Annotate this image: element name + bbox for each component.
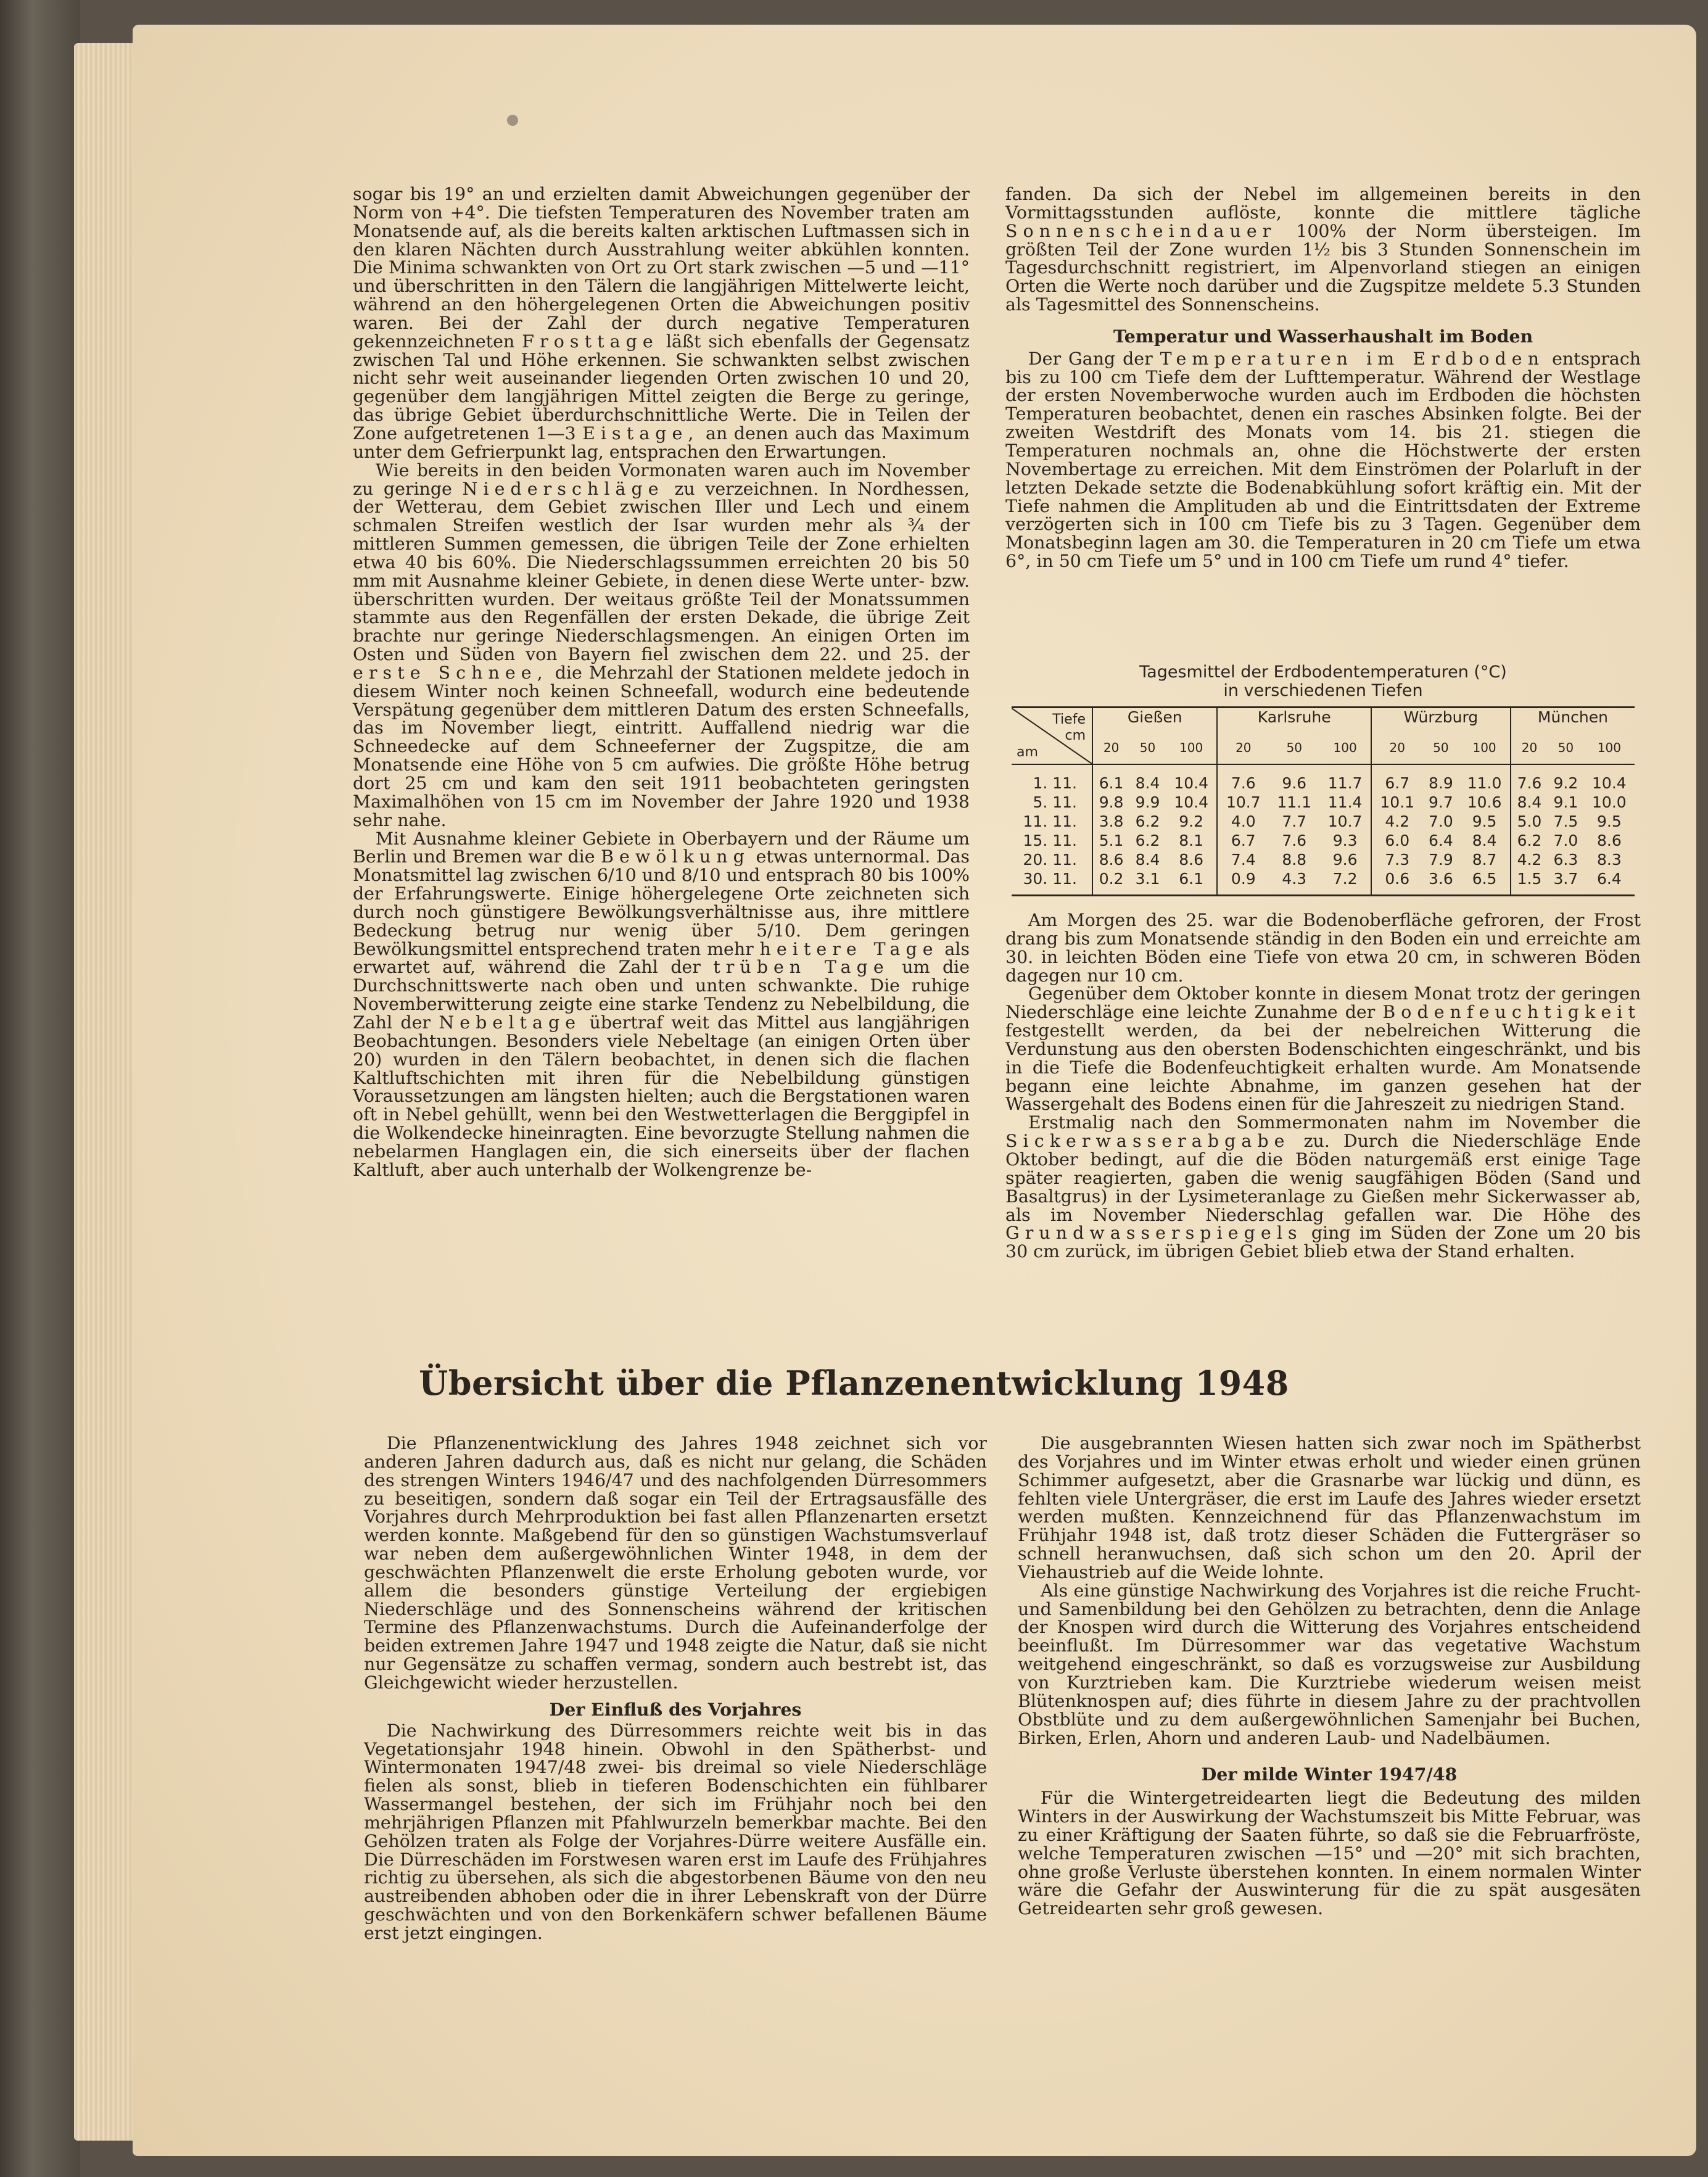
table-cell: 8.9 bbox=[1429, 774, 1453, 792]
depth-header: 20 bbox=[1092, 740, 1129, 764]
table-cell: 10.4 bbox=[1174, 793, 1208, 811]
table-cell: 7.5 bbox=[1553, 812, 1578, 830]
table-cell: 7.7 bbox=[1282, 812, 1307, 830]
table-cell: 9.1 bbox=[1553, 793, 1578, 811]
book-binding bbox=[0, 0, 80, 2177]
table-cell: 8.6 bbox=[1596, 832, 1622, 849]
depth-header: 100 bbox=[1584, 740, 1635, 764]
page-edges bbox=[74, 43, 142, 2141]
paragraph-soil-temperature: Der Gang der Temperaturen im Erdboden entsprach bis zu 100 cm Tiefe dem der Lufttemperatur. Während der Westlage der ersten Novemberwoche wurden auch im Erdboden die höchsten Temperaturen beobachtet, denen ein rasches Absinken folgte. Bei der zweiten Westdrift des Monats vom 14. bis 21. stiegen die Temperaturen nochmals an, ohne die Höchstwerte der ersten Novembertage zu erreichen. Mit dem Einströmen der Polarluft in der letzten Dekade setzte die Bodenabkühlung sofort kräftig ein. Mit der Tiefe nahmen die Amplituden ab und die Eintrittsdaten der Extreme verzögerten sich in 100 cm Tiefe bis zu 3 Tagen. Gegenüber dem Monatsbeginn lagen am 30. die Temperaturen in 20 cm Tiefe um etwa 6°, in 50 cm Tiefe um 5° und in 100 cm Tiefe um rund 4° tiefer. bbox=[1005, 348, 1641, 572]
table-cell: 7.6 bbox=[1282, 832, 1307, 849]
table-cell: 7.0 bbox=[1429, 812, 1453, 830]
table-cell: 7.3 bbox=[1371, 850, 1423, 869]
table-cell: 8.1 bbox=[1179, 832, 1204, 849]
table-cell: 9.2 bbox=[1179, 812, 1204, 830]
table-row bbox=[1012, 793, 1635, 812]
table-cell: 10.4 bbox=[1592, 774, 1627, 792]
table-row bbox=[1012, 850, 1635, 869]
section-heading-soil: Temperatur und Wasserhaushalt im Boden bbox=[1113, 325, 1533, 347]
depth-header: 100 bbox=[1166, 740, 1218, 764]
table-cell: 9.5 bbox=[1472, 812, 1497, 830]
table-row bbox=[1012, 869, 1635, 894]
table-cell: 4.3 bbox=[1282, 870, 1307, 888]
paragraph-soil-moisture: Gegenüber dem Oktober konnte in diesem Monat trotz der geringen Niederschläge eine leichte Zunahme der Bodenfeuchtigkeit festgestellt werden, da bei der nebelreichen Witterung die Verdunstung aus den obersten Bodenschichten eingeschränkt, und bis in die Tiefe die Bodenfeuchtigkeit erhalten wurde. Am Monatsende begann eine leichte Abnahme, im ganzen gesehen hat der Wassergehalt des Bodens einen für die Jahreszeit zu niedrigen Stand. bbox=[1005, 983, 1641, 1115]
table-cell: 9.2 bbox=[1553, 774, 1578, 792]
city-header: München bbox=[1511, 708, 1635, 740]
table-corner-cell bbox=[1012, 708, 1092, 764]
paragraph-winter-grain: Für die Wintergetreidearten liegt die Bedeutung des milden Winters in der Auswirkung der Wachstumszeit bis Mitte Februar, was zu einer Kräftigung der Saaten führte, so daß sie die Februarfröste, welche Temperaturen zwischen —15° und —20° mit sich brachten, ohne große Verluste überstehen konnten. In einem normalen Winter wäre die Gefahr der Auswinterung für die zu spät ausgesäten Getreidearten sehr groß gewesen. bbox=[1018, 1788, 1641, 1919]
table-cell: 9.5 bbox=[1596, 812, 1622, 830]
table-cell: 6.7 bbox=[1371, 764, 1423, 793]
table-cell: 8.4 bbox=[1511, 793, 1548, 812]
table-cell: 0.2 bbox=[1092, 869, 1129, 894]
table-cell: 8.6 bbox=[1092, 850, 1129, 869]
table-cell: 6.0 bbox=[1371, 831, 1423, 850]
table-cell: 3.1 bbox=[1135, 870, 1160, 888]
table-cell: 7.6 bbox=[1217, 764, 1269, 793]
city-header: Würzburg bbox=[1371, 708, 1511, 740]
paragraph-precipitation: Wie bereits in den beiden Vormonaten waren auch im November zu geringe Niederschläge zu verzeichnen. In Nordhessen, der Wetterau, dem Gebiet zwischen Iller und Lech und einem schmalen Streifen westlich der Isar wurden mehr als ¾ der mittleren Summen gemessen, die übrigen Teile der Zone erhielten etwa 40 bis 60%. Die Niederschlagssummen erreichten 20 bis 50 mm mit Ausnahme kleiner Gebiete, in denen diese Werte unter- bzw. überschritten wurden. Der weitaus größte Teil der Monatssummen stammte aus den Regenfällen der ersten Dekade, die übrige Zeit brachte nur geringe Niederschlagsmengen. An einigen Orten im Osten und Süden von Bayern fiel zwischen dem 22. und 25. der erste Schnee, die Mehrzahl der Stationen meldete jedoch in diesem Winter noch keinen Schneefall, wodurch eine bedeutende Verspätung gegenüber dem mittleren Datum des ersten Schneefalls, das im November liegt, eintritt. Auffallend niedrig war die Schneedecke auf dem Schneeferner der Zugspitze, die am Monatsende eine Höhe von 5 cm aufwies. Die größte Höhe betrug dort 25 cm und kam den seit 1911 beobachteten geringsten Maximalhöhen von 15 cm im November der Jahre 1920 und 1938 sehr nahe. bbox=[353, 460, 970, 830]
depth-header: 50 bbox=[1548, 740, 1584, 764]
table-cell: 10.7 bbox=[1327, 812, 1363, 830]
corner-date-label: am bbox=[1017, 745, 1038, 760]
paragraph-frost: Am Morgen des 25. war die Bodenoberfläche gefroren, der Frost drang bis zum Monatsende ständig in den Boden ein und erreichte am 30. in leichten Böden eine Tiefe von etwa 20 cm, in schweren Böden dagegen nur 10 cm. bbox=[1005, 910, 1641, 986]
depth-header: 20 bbox=[1511, 740, 1548, 764]
table-cell: 5.1 bbox=[1092, 831, 1129, 850]
row-date: 5. 11. bbox=[1033, 793, 1077, 811]
table-cell: 3.8 bbox=[1092, 812, 1129, 831]
table-cell: 6.4 bbox=[1596, 870, 1622, 888]
table-cell: 0.6 bbox=[1371, 869, 1423, 894]
paper-spot bbox=[507, 115, 518, 126]
table-cell: 6.4 bbox=[1429, 832, 1453, 849]
table-cell: 10.7 bbox=[1217, 793, 1269, 812]
depth-header: 20 bbox=[1217, 740, 1269, 764]
paragraph-seepage: Erstmalig nach den Sommermonaten nahm im November die Sickerwasserabgabe zu. Durch die Niederschläge Ende Oktober bedingt, auf die die Böden naturgemäß erst einige Tage später reagierten, gaben die wenig saugfähigen Böden (Sand und Basaltgrus) in der Lysimeteranlage zu Gießen mehr Sickerwasser ab, als im November Niederschlag gefallen war. Die Höhe des Grundwasserspiegels ging im Süden der Zone um 20 bis 30 cm zurück, im übrigen Gebiet blieb etwa der Stand erhalten. bbox=[1005, 1112, 1641, 1262]
depth-header: 20 bbox=[1371, 740, 1423, 764]
corner-unit-label: cm bbox=[1065, 728, 1086, 743]
table-cell: 6.5 bbox=[1472, 870, 1497, 888]
paragraph-temperature: sogar bis 19° an und erzielten damit Abweichungen gegenüber der Norm von +4°. Die tiefsten Temperaturen des November traten am Monatsende auf, als die bereits kalten arktischen Luftmassen sich in den klaren Nächten durch Ausstrahlung weiter abkühlen konnten. Die Minima schwankten von Ort zu Ort stark zwischen —5 und —11° und überschritten in den Tälern die langjährigen Mittelwerte leicht, während an den höhergelegenen Orten die Abweichungen positiv waren. Bei der Zahl der durch negative Temperaturen gekennzeichneten Frosttage läßt sich ebenfalls der Gegensatz zwischen Tal und Höhe erkennen. Sie schwankten selbst zwischen nicht sehr weit auseinander liegenden Orten zwischen 10 und 20, gegenüber dem langjährigen Mittel zeigten die Berge zu geringe, das übrige Gebiet überdurchschnittliche Werte. Die in Teilen der Zone aufgetretenen 1—3 Eistage, an denen auch das Maximum unter dem Gefrierpunkt lag, entsprachen den Erwartungen. bbox=[353, 184, 970, 462]
corner-depth-label: Tiefe bbox=[1052, 712, 1086, 727]
table-cell: 6.7 bbox=[1217, 831, 1269, 850]
depth-header: 50 bbox=[1269, 740, 1319, 764]
city-header: Gießen bbox=[1092, 708, 1217, 740]
table-cell: 10.1 bbox=[1371, 793, 1423, 812]
table-cell: 9.8 bbox=[1092, 793, 1129, 812]
table-cell: 11.4 bbox=[1327, 793, 1363, 811]
depth-header: 50 bbox=[1423, 740, 1459, 764]
table-cell: 9.9 bbox=[1135, 793, 1160, 811]
table-cell: 8.8 bbox=[1282, 851, 1307, 869]
table-cell: 6.1 bbox=[1092, 764, 1129, 793]
table-cell: 10.0 bbox=[1592, 793, 1627, 811]
table-caption-line1: Tagesmittel der Erdbodentemperaturen (°C) bbox=[1139, 663, 1507, 682]
paragraph-cloudiness: Mit Ausnahme kleiner Gebiete in Oberbayern und der Räume um Berlin und Bremen war die Bewölkung etwas unternormal. Das Monatsmittel lag zwischen 6/10 und 8/10 und entsprach 80 bis 100% der Erfahrungswerte. Einige höhergelegene Orte zeichneten sich durch noch günstigere Bewölkungsverhältnisse aus, ihre mittlere Bedeckung betrug nur wenig über 5/10. Dem geringen Bewölkungsmittel entsprechend traten mehr heitere Tage als erwartet auf, während die Zahl der trüben Tage um die Durchschnittswerte nach oben und unten schwankte. Die ruhige Novemberwitterung zeigte eine starke Tendenz zu Nebelbildung, die Zahl der Nebeltage übertraf weit das Mittel aus langjährigen Beobachtungen. Besonders viele Nebeltage (an einigen Orten über 20) wurden in den Tälern beobachtet, in denen sich die flachen Kaltluftschichten mit ihren für die Nebelbildung günstigen Voraussetzungen am längsten hielten; auch die Bergstationen waren oft in Nebel gehüllt, wenn bei den Westwetterlagen die Berggipfel in die Wolkendecke hineinragten. Eine bevorzugte Stellung nahmen die nebelarmen Hanglagen ein, die sich einerseits über der flachen Kaltluft, aber auch unterhalb der Wolkengrenze be- bbox=[353, 828, 970, 1180]
depth-header: 50 bbox=[1129, 740, 1166, 764]
table-caption bbox=[1012, 663, 1635, 700]
section-heading-previous-year: Der Einfluß des Vorjahres bbox=[549, 1698, 802, 1720]
paragraph-meadows: Die ausgebrannten Wiesen hatten sich zwar noch im Spätherbst des Vorjahres und im Winter etwas erholt und wieder einen grünen Schimmer aufgesetzt, aber die Grasnarbe war lückig und dünn, es fehlten viele Untergräser, die erst im Laufe des Jahres wieder ersetzt werden mußten. Kennzeichnend für das Pflanzenwachstum im Frühjahr 1948 ist, daß trotz dieser Schäden die Futtergräser so schnell heranwuchsen, daß sich schon um den 20. April der Viehaustrieb auf die Weide lohnte. bbox=[1018, 1433, 1641, 1582]
table-row bbox=[1012, 831, 1635, 850]
paragraph-plant-development: Die Pflanzenentwicklung des Jahres 1948 zeichnet sich vor anderen Jahren dadurch aus, daß es nicht nur gelang, die Schäden des strengen Winters 1946/47 und des nachfolgenden Dürresommers zu beseitigen, sondern daß sogar ein Teil der Ertragsausfälle des Vorjahres durch Mehrproduktion bei fast allen Pflanzenarten ersetzt werden konnte. Maßgebend für den so günstigen Wachstumsverlauf war neben dem außergewöhnlichen Winter 1948, in dem der geschwächten Pflanzenwelt die erste Erholung geboten wurde, vor allem die besonders günstige Verteilung der ergiebigen Niederschläge und des Sonnenscheins während der kritischen Termine des Pflanzenwachstums. Durch die Aufeinanderfolge der beiden extremen Jahre 1947 und 1948 zeigte die Natur, daß sie nicht nur Gegensätze zu schaffen vermag, sondern auch bestrebt ist, das Gleichgewicht wieder herzustellen. bbox=[364, 1433, 987, 1693]
table-cell: 4.0 bbox=[1217, 812, 1269, 831]
paragraph-drought-aftermath: Die Nachwirkung des Dürresommers reichte weit bis in das Vegetationsjahr 1948 hinein. Obwohl in den Spätherbst- und Wintermonaten 1947/48 zwei- bis dreimal so viele Niederschläge fielen als sonst, blieb in tieferen Bodenschichten ein fühlbarer Wassermangel bestehen, der sich im Frühjahr noch bei den mehrjährigen Pflanzen mit Pfahlwurzeln bemerkbar machte. Bei den Gehölzen traten als Folge der Vorjahres-Dürre weitere Ausfälle ein. Die Dürreschäden im Forstwesen waren erst im Laufe des Frühjahres richtig zu übersehen, als sich die abgestorbenen Bäume von den neu austreibenden abhoben oder die in ihrer Lebenskraft von der Dürre geschwächten und von den Borkenkäfern schwer befallenen Bäume erst jetzt eingingen. bbox=[364, 1720, 987, 1943]
top-right-column-upper bbox=[1005, 185, 1641, 571]
depth-header-row bbox=[1012, 740, 1635, 764]
table-cell: 10.6 bbox=[1467, 793, 1502, 811]
depth-header: 100 bbox=[1459, 740, 1511, 764]
table-cell: 4.2 bbox=[1511, 850, 1548, 869]
section-heading-mild-winter: Der milde Winter 1947/48 bbox=[1201, 1764, 1458, 1785]
table-cell: 6.2 bbox=[1135, 812, 1160, 830]
table-cell: 3.6 bbox=[1429, 870, 1453, 888]
table-cell: 8.4 bbox=[1135, 774, 1160, 792]
table-cell: 7.4 bbox=[1217, 850, 1269, 869]
table-cell: 11.7 bbox=[1327, 774, 1363, 792]
table-cell: 6.3 bbox=[1553, 851, 1578, 869]
table-cell: 0.9 bbox=[1217, 869, 1269, 894]
row-date: 20. 11. bbox=[1023, 851, 1077, 869]
table-cell: 11.1 bbox=[1277, 793, 1312, 811]
table-cell: 8.6 bbox=[1179, 851, 1204, 869]
table-cell: 4.2 bbox=[1371, 812, 1423, 831]
table-cell: 11.0 bbox=[1467, 774, 1502, 792]
table-cell: 8.3 bbox=[1596, 851, 1622, 869]
row-date: 11. 11. bbox=[1023, 812, 1077, 830]
table-cell: 7.0 bbox=[1553, 832, 1578, 849]
city-header: Karlsruhe bbox=[1217, 708, 1371, 740]
table-row bbox=[1012, 812, 1635, 831]
table-cell: 6.2 bbox=[1511, 831, 1548, 850]
bottom-right-column bbox=[1018, 1434, 1641, 1918]
table-cell: 7.2 bbox=[1332, 870, 1358, 888]
table-cell: 7.6 bbox=[1511, 764, 1548, 793]
table-cell: 7.9 bbox=[1429, 851, 1453, 869]
table-cell: 8.4 bbox=[1135, 851, 1160, 869]
row-date: 30. 11. bbox=[1023, 870, 1077, 888]
table-cell: 6.1 bbox=[1179, 870, 1204, 888]
table-cell: 3.7 bbox=[1553, 870, 1578, 888]
table-cell: 9.7 bbox=[1429, 793, 1453, 811]
table-cell: 10.4 bbox=[1174, 774, 1208, 792]
table-cell: 9.6 bbox=[1332, 851, 1358, 869]
table-cell: 6.2 bbox=[1135, 832, 1160, 849]
paragraph-sunshine: fanden. Da sich der Nebel im allgemeinen bereits in den Vormittagsstunden auflöste, konnte die mittlere tägliche Sonnenscheindauer 100% der Norm übersteigen. Im größten Teil der Zone wurden 1½ bis 3 Stunden Sonnenschein im Tagesdurchschnitt registriert, im Alpenvorland stiegen an einigen Orten die Werte noch darüber und die Zugspitze meldete 5.3 Stunden als Tagesmittel des Sonnenscheins. bbox=[1005, 184, 1641, 315]
paragraph-seed-formation: Als eine günstige Nachwirkung des Vorjahres ist die reiche Frucht- und Samenbildung bei den Gehölzen zu betrachten, denn die Anlage der Knospen wird durch die Witterung des Vorjahres entscheidend beeinflußt. Im Dürresommer war das vegetative Wachstum weitgehend eingeschränkt, so daß es vorzugsweise zur Ausbildung von Kurztrieben kam. Die Kurztriebe wiederum weisen meist Blütenknospen auf; dies führte in diesem Jahre zu der prachtvollen Obstblüte und zu dem außergewöhnlichen Samenjahr bei Buchen, Birken, Erlen, Ahorn und anderen Laub- und Nadelbäumen. bbox=[1018, 1580, 1641, 1748]
table-cell: 9.6 bbox=[1282, 774, 1307, 792]
table-row bbox=[1012, 764, 1635, 793]
depth-header: 100 bbox=[1319, 740, 1371, 764]
row-date: 1. 11. bbox=[1033, 774, 1077, 792]
soil-temperature-table bbox=[1012, 706, 1635, 896]
table-cell: 9.3 bbox=[1332, 832, 1358, 849]
table-body bbox=[1012, 764, 1635, 894]
table-cell: 8.4 bbox=[1472, 832, 1497, 849]
bottom-left-column bbox=[364, 1434, 987, 1943]
table-caption-line2: in verschiedenen Tiefen bbox=[1223, 681, 1423, 700]
table-cell: 1.5 bbox=[1511, 869, 1548, 894]
main-headline: Übersicht über die Pflanzenentwicklung 1948 bbox=[419, 1363, 1289, 1403]
top-left-column bbox=[353, 185, 970, 1179]
top-right-column-lower bbox=[1005, 911, 1641, 1261]
table-cell: 8.7 bbox=[1472, 851, 1497, 869]
row-date: 15. 11. bbox=[1023, 832, 1077, 849]
table-cell: 5.0 bbox=[1511, 812, 1548, 831]
